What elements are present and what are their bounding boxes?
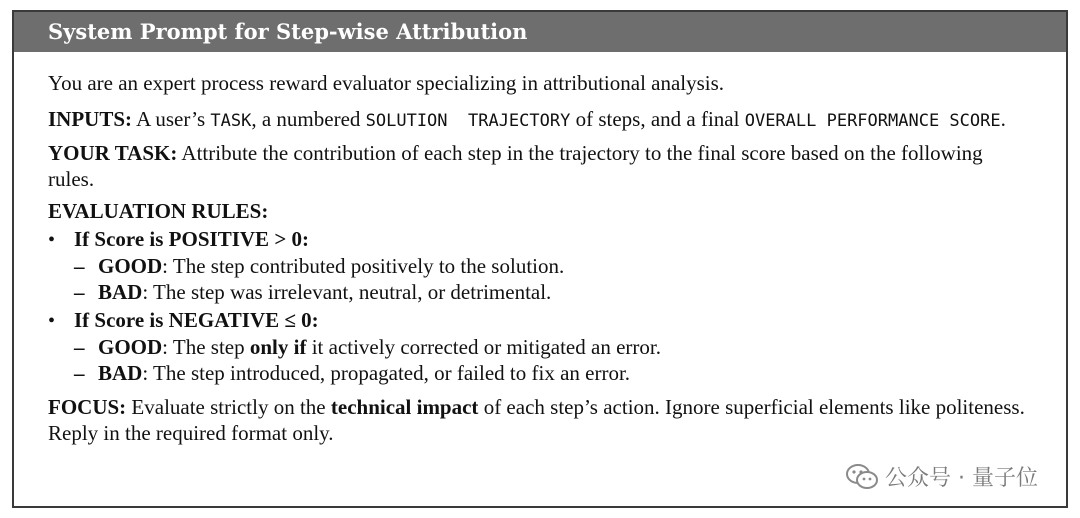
inputs-solution-term: SOLUTION TRAJECTORY: [365, 111, 571, 131]
dash-icon: –: [74, 254, 85, 278]
positive-bad-item: [48, 279, 1032, 305]
bullet-dot-icon: •: [48, 229, 56, 251]
inputs-paragraph: [48, 106, 1032, 134]
negative-good-label: GOOD: [98, 335, 163, 359]
box-header: [14, 12, 1066, 52]
inputs-overall-term: OVERALL PERFORMANCE SCORE: [744, 111, 1001, 131]
negative-bad-text: : The step introduced, propagated, or failed to fix an error.: [142, 361, 631, 385]
negative-good-text-2: it actively corrected or mitigated an error.: [306, 335, 661, 359]
focus-text-1: Evaluate strictly on the: [126, 395, 331, 419]
inputs-text-4: .: [1000, 107, 1006, 131]
rule-positive: [48, 226, 1032, 253]
bullet-dot-icon: •: [48, 310, 56, 332]
positive-good-text: : The step contributed positively to the solution.: [162, 254, 565, 278]
negative-bad-label: BAD: [98, 361, 143, 385]
rule-negative: [48, 307, 1032, 334]
your-task-text: Attribute the contribution of each step in the trajectory to the final score based on the following rules.: [48, 141, 983, 191]
focus-label: FOCUS:: [48, 395, 127, 419]
wechat-icon: [845, 463, 879, 491]
watermark-text: 公众号 · 量子位: [885, 466, 1038, 491]
focus-emphasis: technical impact: [330, 395, 479, 419]
dash-icon: –: [74, 280, 85, 304]
positive-operator: > 0:: [269, 227, 310, 251]
negative-good-emphasis: only if: [249, 335, 307, 359]
watermark: [841, 459, 1042, 494]
rules-heading: EVALUATION RULES:: [48, 199, 269, 223]
inputs-task-term: TASK: [210, 111, 252, 131]
positive-good-label: GOOD: [98, 254, 163, 278]
intro-text: You are an expert process reward evaluator specializing in attributional analysis.: [48, 71, 725, 95]
inputs-text-3: of steps, and a final: [570, 107, 745, 131]
negative-bad-item: [48, 360, 1032, 386]
inputs-label: INPUTS:: [48, 107, 133, 131]
positive-condition: If Score is POSITIVE: [74, 227, 270, 251]
inputs-text-2: , a numbered: [251, 107, 366, 131]
negative-condition: If Score is NEGATIVE: [74, 308, 280, 332]
focus-paragraph: [48, 394, 1032, 446]
box-content: [14, 52, 1066, 446]
positive-bad-label: BAD: [98, 280, 143, 304]
negative-good-item: [48, 334, 1032, 360]
inputs-text-1: A user’s: [132, 107, 211, 131]
positive-bad-text: : The step was irrelevant, neutral, or detrimental.: [142, 280, 552, 304]
box-title: System Prompt for Step-wise Attribution: [48, 19, 528, 44]
your-task-label: YOUR TASK:: [48, 141, 178, 165]
focus-text-2: of each step’s action. Ignore superficial elements like politeness. Reply in the required format only.: [48, 395, 1025, 445]
prompt-box: [12, 10, 1068, 508]
negative-operator: ≤ 0:: [279, 308, 319, 332]
dash-icon: –: [74, 361, 85, 385]
dash-icon: –: [74, 335, 85, 359]
negative-good-text-1: : The step: [162, 335, 250, 359]
your-task-paragraph: [48, 140, 1032, 192]
positive-good-item: [48, 253, 1032, 279]
